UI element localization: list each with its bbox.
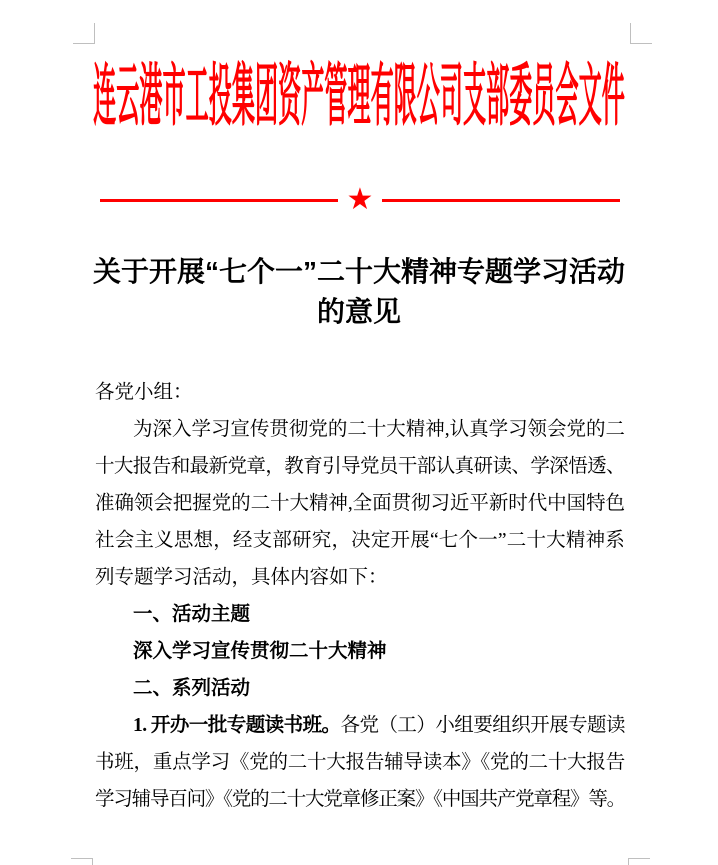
- crop-mark-bottom-right-icon: [628, 858, 650, 865]
- body-line: 十大报告和最新党章，教育引导党员干部认真研读、学深悟透、: [95, 456, 625, 477]
- salutation: 各党小组：: [95, 382, 193, 403]
- body-line: 社会主义思想，经支部研究，决定开展“七个一”二十大精神系: [95, 530, 625, 551]
- body-line: 列专题学习活动，具体内容如下：: [95, 567, 388, 588]
- body-line: 为深入学习宣传贯彻党的二十大精神,认真学习领会党的二: [133, 419, 625, 440]
- body-line: 二、系列活动: [133, 678, 251, 699]
- red-rule-left: [100, 199, 338, 202]
- crop-mark-bottom-left-icon: [71, 858, 93, 865]
- star-divider: [100, 182, 620, 217]
- red-rule-right: [382, 199, 620, 202]
- body-line: 准确领会把握党的二十大精神,全面贯彻习近平新时代中国特色: [95, 493, 625, 514]
- document-title: [0, 252, 718, 332]
- body-paragraphs: [95, 411, 625, 818]
- crop-mark-top-left-icon: [73, 23, 95, 44]
- letterhead-org-name: 连云港市工投集团资产管理有限公司支部委员会文件: [93, 58, 625, 134]
- document-title-line: 的意见: [316, 296, 401, 327]
- document-body: [95, 374, 625, 818]
- body-line: 1. 开办一批专题读书班。各党（工）小组要组织开展专题读: [133, 715, 625, 736]
- letterhead: [0, 58, 718, 134]
- body-line: 深入学习宣传贯彻二十大精神: [133, 641, 387, 662]
- body-line: 书班，重点学习《党的二十大报告辅导读本》《党的二十大报告: [95, 752, 625, 773]
- crop-mark-top-right-icon: [630, 23, 652, 44]
- body-line: 学习辅导百问》《党的二十大党章修正案》《中国共产党章程》等。: [95, 789, 625, 810]
- document-title-line: 关于开展“七个一”二十大精神专题学习活动: [92, 256, 625, 287]
- body-line: 一、活动主题: [133, 604, 251, 625]
- star-icon: ★: [346, 182, 374, 217]
